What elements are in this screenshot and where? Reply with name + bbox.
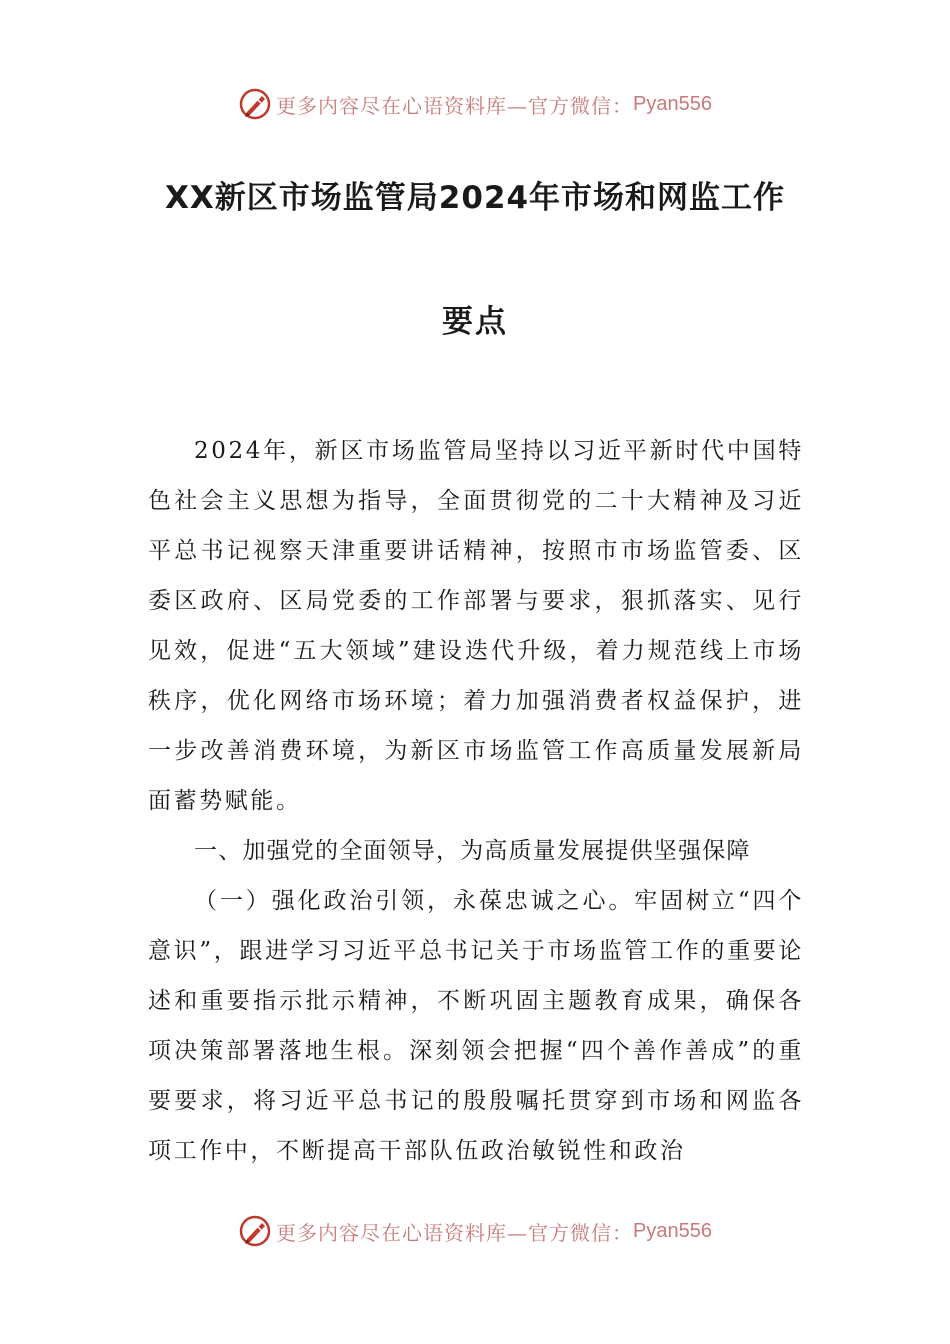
watermark-handle: Pyan556: [633, 1219, 712, 1242]
watermark-handle: Pyan556: [633, 92, 712, 115]
watermark-text: 更多内容尽在心语资料库—官方微信：: [276, 93, 634, 118]
pen-logo-icon: [238, 87, 272, 121]
watermark-header: [0, 82, 950, 126]
document-body: [148, 426, 804, 1176]
document-title-line-1: XX新区市场监管局2024年市场和网监工作: [164, 180, 786, 216]
document-title-line-2: 要点: [442, 304, 508, 340]
intro-paragraph: 2024年，新区市场监管局坚持以习近平新时代中国特色社会主义思想为指导，全面贯彻党的二十大精神及习近平总书记视察天津重要讲话精神，按照市市场监管委、区委区政府、区局党委的工作部署与要求，狠抓落实、见行见效，促进“五大领域”建设迭代升级，着力规范线上市场秩序，优化网络市场环境；着力加强消费者权益保护，进一步改善消费环境，为新区市场监管工作高质量发展新局面蓄势赋能。: [148, 438, 804, 814]
watermark-text: 更多内容尽在心语资料库—官方微信：: [276, 1220, 634, 1245]
watermark-footer: [0, 1209, 950, 1253]
section-heading: 一、加强党的全面领导，为高质量发展提供坚强保障: [194, 838, 751, 864]
pen-logo-icon: [238, 1214, 272, 1248]
subsection-paragraph: （一）强化政治引领，永葆忠诚之心。牢固树立“四个意识”，跟进学习习近平总书记关于市场监管工作的重要论述和重要指示批示精神，不断巩固主题教育成果，确保各项决策部署落地生根。深刻领会把握“四个善作善成”的重要要求，将习近平总书记的殷殷嘱托贯穿到市场和网监各项工作中，不断提高干部队伍政治敏锐性和政治: [148, 888, 804, 1164]
